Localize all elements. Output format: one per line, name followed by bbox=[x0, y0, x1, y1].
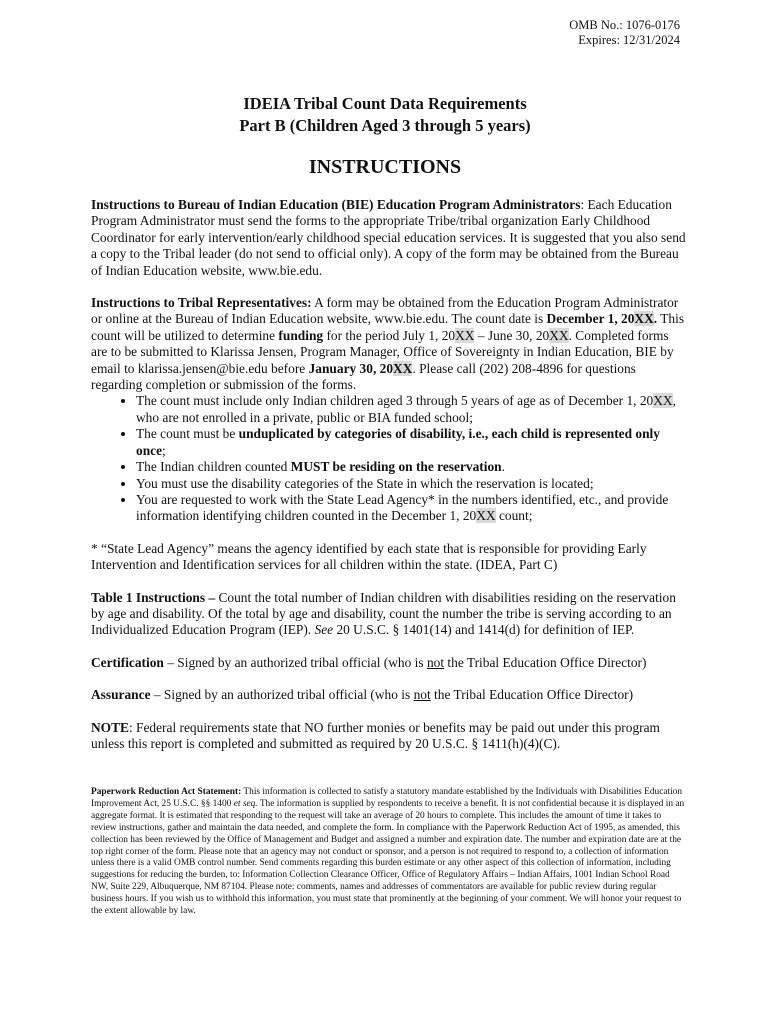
instructions-body bbox=[91, 197, 687, 768]
year-placeholder: XX bbox=[393, 360, 413, 376]
table1-instructions: Table 1 Instructions – Count the total number of Indian children with disabilities residing on the reservation by age and disability. Of the total by age and disability, count the number the tribe is serving according to an Individualized Education Program (IEP). See 20 U.S.C. § 1401(14) and 1414(d) for definition of IEP. bbox=[91, 589, 676, 638]
list-item: • The Indian children counted MUST be residing on the reservation. bbox=[136, 459, 687, 475]
list-item: • You are requested to work with the State Lead Agency* in the numbers identified, etc., and provide information identifying children counted in the December 1, 20XX count; bbox=[136, 492, 687, 525]
title-line-1: IDEIA Tribal Count Data Requirements bbox=[243, 94, 527, 113]
certification-label: Certification bbox=[91, 654, 164, 670]
federal-note: NOTE: Federal requirements state that NO further monies or benefits may be paid out under this program unless this report is completed and submitted as required by 20 U.S.C. § 1411(h)(4)(C). bbox=[91, 719, 660, 751]
list-item: • The count must be unduplicated by categories of disability, i.e., each child is represented only once; bbox=[136, 426, 687, 459]
certification-instructions: Certification – Signed by an authorized tribal official (who is not the Tribal Education Office Director) bbox=[91, 654, 647, 670]
tribal-instructions: Instructions to Tribal Representatives: A form may be obtained from the Education Program Administrator or online at the Bureau of Indian Education website, www.bie.edu. The count date is December 1, 20XX. This count will be utilized to determine funding for the period July 1, 20XX – June 30, 20XX. Completed forms are to be submitted to Klarissa Jensen, Program Manager, Office of Sovereignty in Indian Education, BIE by email to klarissa.jensen@bie.edu before January 30, 20XX. Please call (202) 208-4896 for questions regarding completion or submission of the forms. bbox=[91, 295, 685, 393]
assurance-instructions: Assurance – Signed by an authorized tribal official (who is not the Tribal Education Office Director) bbox=[91, 687, 634, 703]
table1-label: Table 1 Instructions – bbox=[91, 589, 216, 605]
paperwork-reduction-statement: Paperwork Reduction Act Statement: This information is collected to satisfy a statutory mandate established by the Individuals with Disabilities Education Improvement Act, 25 U.S.C. §§ 1400 et seq. The information is supplied by respondents to receive a benefit. It is not confidential because it is displayed in an aggregate format. It is estimated that responding to the request will take an average of 20 hours to complete. This includes the amount of time it takes to review instructions, gather and maintain the data needed, and complete the form. In compliance with the Paperwork Reduction Act of 1995, as amended, this collection has been reviewed by the Office of Management and Budget and assigned a number and expiration date. The number and expiration date are at the top right corner of the form. Please note that an agency may not conduct or sponsor, and a person is not required to respond to, a collection of information unless there is a valid OMB control number. Send comments regarding this burden estimate or any other aspect of this collection of information, including suggestions for reducing the burden, to: Information Collection Clearance Officer, Office of Regulatory Affairs – Indian Affairs, 1001 Indian School Road NW, Suite 229, Albuquerque, NM 87104. Please note: comments, names and addresses of commentators are available for public review during regular business hours. If you wish us to withhold this information, you must state that prominently at the beginning of your comment. We will honor your request to the extent allowable by law. bbox=[91, 787, 685, 917]
omb-block bbox=[569, 18, 680, 48]
omb-number: OMB No.: 1076-0176 bbox=[569, 18, 680, 32]
tribal-label: Instructions to Tribal Representatives: bbox=[91, 295, 312, 311]
omb-expiration: Expires: 12/31/2024 bbox=[578, 33, 680, 47]
assurance-label: Assurance bbox=[91, 687, 151, 703]
list-item: • You must use the disability categories of the State in which the reservation is located; bbox=[136, 476, 687, 492]
year-placeholder: XX bbox=[476, 508, 496, 524]
requirements-list bbox=[91, 393, 687, 524]
list-item: • The count must include only Indian children aged 3 through 5 years of age as of December 1, 20XX, who are not enrolled in a private, public or BIA funded school; bbox=[136, 393, 687, 426]
count-date: December 1, 20XX. bbox=[546, 311, 658, 327]
document-title bbox=[0, 93, 770, 137]
bie-label: Instructions to Bureau of Indian Education (BIE) Education Program Administrators bbox=[91, 197, 581, 212]
year-placeholder: XX bbox=[653, 393, 673, 409]
pra-label: Paperwork Reduction Act Statement: bbox=[91, 787, 242, 797]
year-placeholder: XX bbox=[549, 327, 569, 343]
bie-instructions bbox=[91, 197, 687, 279]
bie-text: : Each Education Program Administrator must send the forms to the appropriate Tribe/tribal organization Early Childhood Coordinator for early intervention/early childhood special education services. It is suggested that you also send a copy to the Tribal leader (do not send to official only). A copy of the form may be obtained from the Bureau of Indian Education website, www.bie.edu. bbox=[91, 197, 686, 278]
year-placeholder: XX bbox=[634, 311, 654, 327]
funding-word: funding bbox=[278, 327, 324, 343]
instructions-heading: INSTRUCTIONS bbox=[308, 156, 462, 178]
deadline-date: January 30, 20XX bbox=[308, 360, 413, 376]
year-placeholder: XX bbox=[455, 327, 475, 343]
note-label: NOTE bbox=[91, 719, 129, 735]
state-lead-agency-footnote: * “State Lead Agency” means the agency identified by each state that is responsible for providing Early Intervention and Identification services for all children within the state. (IDEA, Part C) bbox=[91, 540, 647, 573]
title-line-2: Part B (Children Aged 3 through 5 years) bbox=[239, 116, 531, 135]
